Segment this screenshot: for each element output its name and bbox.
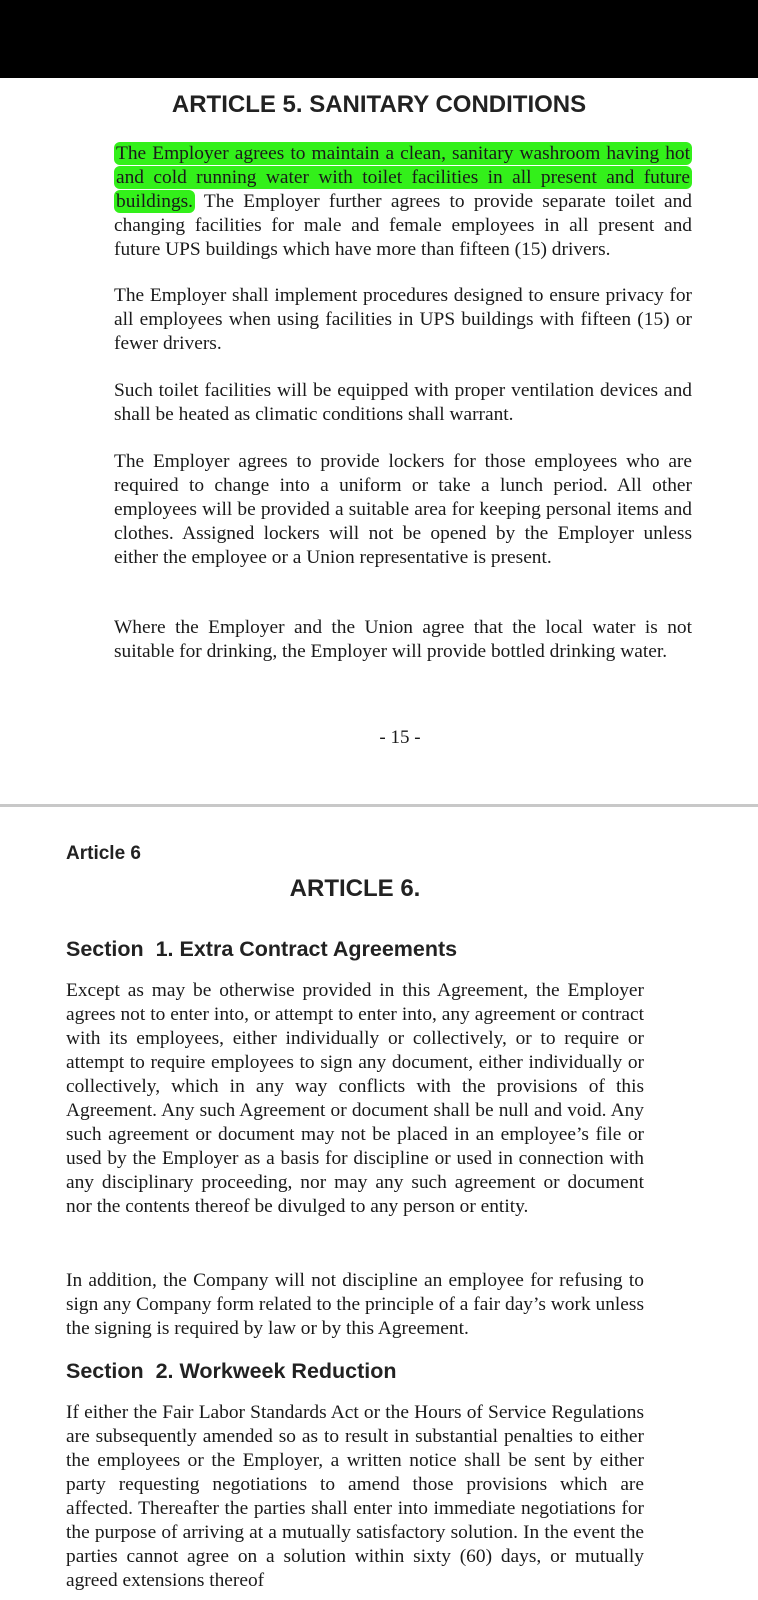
article-5-paragraph-1 bbox=[114, 142, 692, 262]
article-6-title: ARTICLE 6. bbox=[289, 875, 421, 902]
article-5-paragraph-2: The Employer shall implement procedures designed to ensure privacy for all employees when using facilities in UPS buildings with fifteen (15) or fewer drivers. bbox=[114, 285, 692, 354]
section-2-heading: Section 2. Workweek Reduction bbox=[66, 1359, 397, 1383]
article-5-paragraph-5: Where the Employer and the Union agree that the local water is not suitable for drinking, the Employer will provide bottled drinking water. bbox=[114, 617, 692, 662]
top-black-bar bbox=[0, 0, 758, 78]
highlighted-text[interactable]: The Employer agrees to maintain a clean, sanitary washroom having hot and cold running water with toilet facilities in all present and future buildings. bbox=[116, 143, 690, 212]
page-number: - 15 - bbox=[379, 727, 421, 748]
section-2-paragraph-1: If either the Fair Labor Standards Act or the Hours of Service Regulations are subsequently amended so as to result in substantial penalties to either the employees or the Employer, a written notice shall be sent by either party requesting negotiations to amend those provisions which are affected. Thereafter the parties shall enter into immediate negotiations for the purpose of arriving at a mutually satisfactory solution. In the event the parties cannot agree on a solution within sixty (60) days, or mutually agreed extensions thereof bbox=[66, 1402, 644, 1591]
section-1-paragraph-2: In addition, the Company will not discipline an employee for refusing to sign any Company form related to the principle of a fair day’s work unless the signing is required by law or by this Agreement. bbox=[66, 1270, 644, 1339]
running-head: Article 6 bbox=[66, 843, 141, 864]
section-1-paragraph-1: Except as may be otherwise provided in this Agreement, the Employer agrees not to enter into, or attempt to enter into, any agreement or contract with its employees, either individually or collectively, or to require or attempt to require employees to sign any document, either individually or collectively, which in any way conflicts with the provisions of this Agreement. Any such Agreement or document shall be null and void. Any such agreement or document may not be placed in an employee’s file or used by the Employer as a basis for discipline or used in connection with any disciplinary proceeding, nor may any such agreement or document nor the contents thereof be divulged to any person or entity. bbox=[66, 980, 644, 1217]
article-5-title: ARTICLE 5. SANITARY CONDITIONS bbox=[171, 91, 587, 118]
section-1-heading: Section 1. Extra Contract Agreements bbox=[66, 937, 458, 961]
page-15 bbox=[0, 78, 758, 806]
article-5-paragraph-3: Such toilet facilities will be equipped with proper ventilation devices and shall be heated as climatic conditions shall warrant. bbox=[114, 380, 692, 425]
article-5-paragraph-4: The Employer agrees to provide lockers for those employees who are required to change into a uniform or take a lunch period. All other employees will be provided a suitable area for keeping personal items and clothes. Assigned lockers will not be opened by the Employer unless either the employee or a Union representative is present. bbox=[114, 451, 692, 568]
paragraph-1-rest: The Employer further agrees to provide separate toilet and changing facilities for male and female employees in all present and future UPS buildings which have more than fifteen (15) drivers. bbox=[114, 191, 692, 260]
page-separator bbox=[0, 804, 758, 807]
page-16 bbox=[0, 809, 758, 1600]
